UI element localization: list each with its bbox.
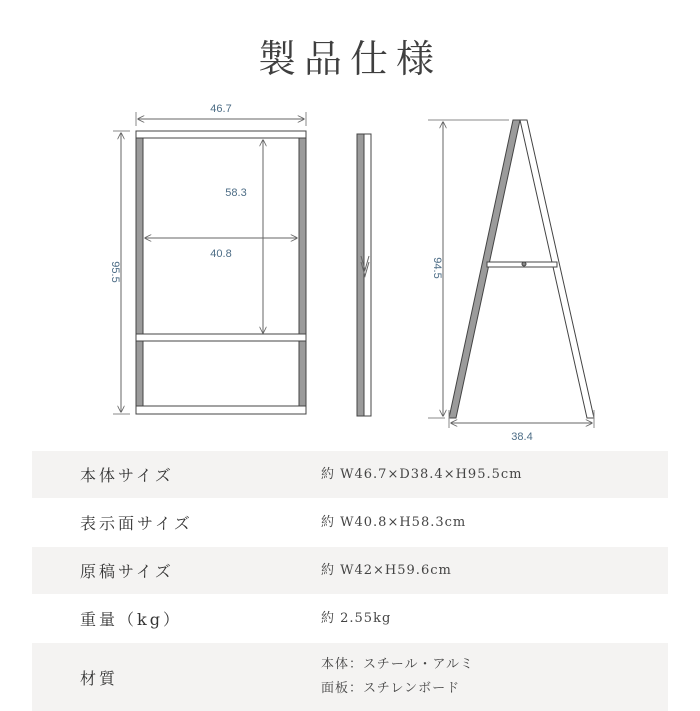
spec-value: 約 W42×H59.6cm [321, 562, 452, 578]
stand-height-label: 94.5 [431, 257, 443, 279]
spec-label: 表示面サイズ [80, 514, 193, 533]
spec-table [32, 450, 668, 711]
stand-depth-label: 38.4 [511, 431, 533, 443]
spec-value: 約 W40.8×H58.3cm [321, 514, 467, 530]
spec-value-group [321, 595, 391, 642]
spec-label: 本体サイズ [80, 466, 174, 485]
spec-label: 重量（kg） [80, 610, 182, 629]
display-width-label: 40.8 [210, 248, 232, 260]
spec-value: 約 W46.7×D38.4×H95.5cm [321, 466, 523, 482]
spec-row-weight [32, 594, 668, 642]
spec-row-material [32, 642, 668, 711]
spec-row-body-size [32, 450, 668, 498]
page-title: 製品仕様 [257, 37, 442, 81]
spec-row-display-size [32, 498, 668, 546]
spec-value: 本体：スチール・アルミ [321, 657, 474, 672]
spec-label: 材質 [80, 668, 119, 688]
spec-label: 原稿サイズ [80, 562, 174, 581]
a-frame-side-view [449, 120, 594, 418]
spec-value-group [321, 547, 452, 594]
spec-row-original-size [32, 546, 668, 594]
spec-value-group [321, 451, 522, 498]
spec-value: 面板：スチレンボード [321, 681, 461, 696]
spec-value-group [321, 499, 466, 546]
front-view-frame [136, 131, 306, 414]
display-height-label: 58.3 [225, 187, 247, 199]
spec-value: 約 2.55kg [321, 610, 392, 626]
front-height-label: 95.5 [109, 261, 121, 283]
side-view-folded [357, 134, 371, 416]
front-width-label: 46.7 [210, 103, 232, 115]
spec-value-group [321, 643, 474, 711]
